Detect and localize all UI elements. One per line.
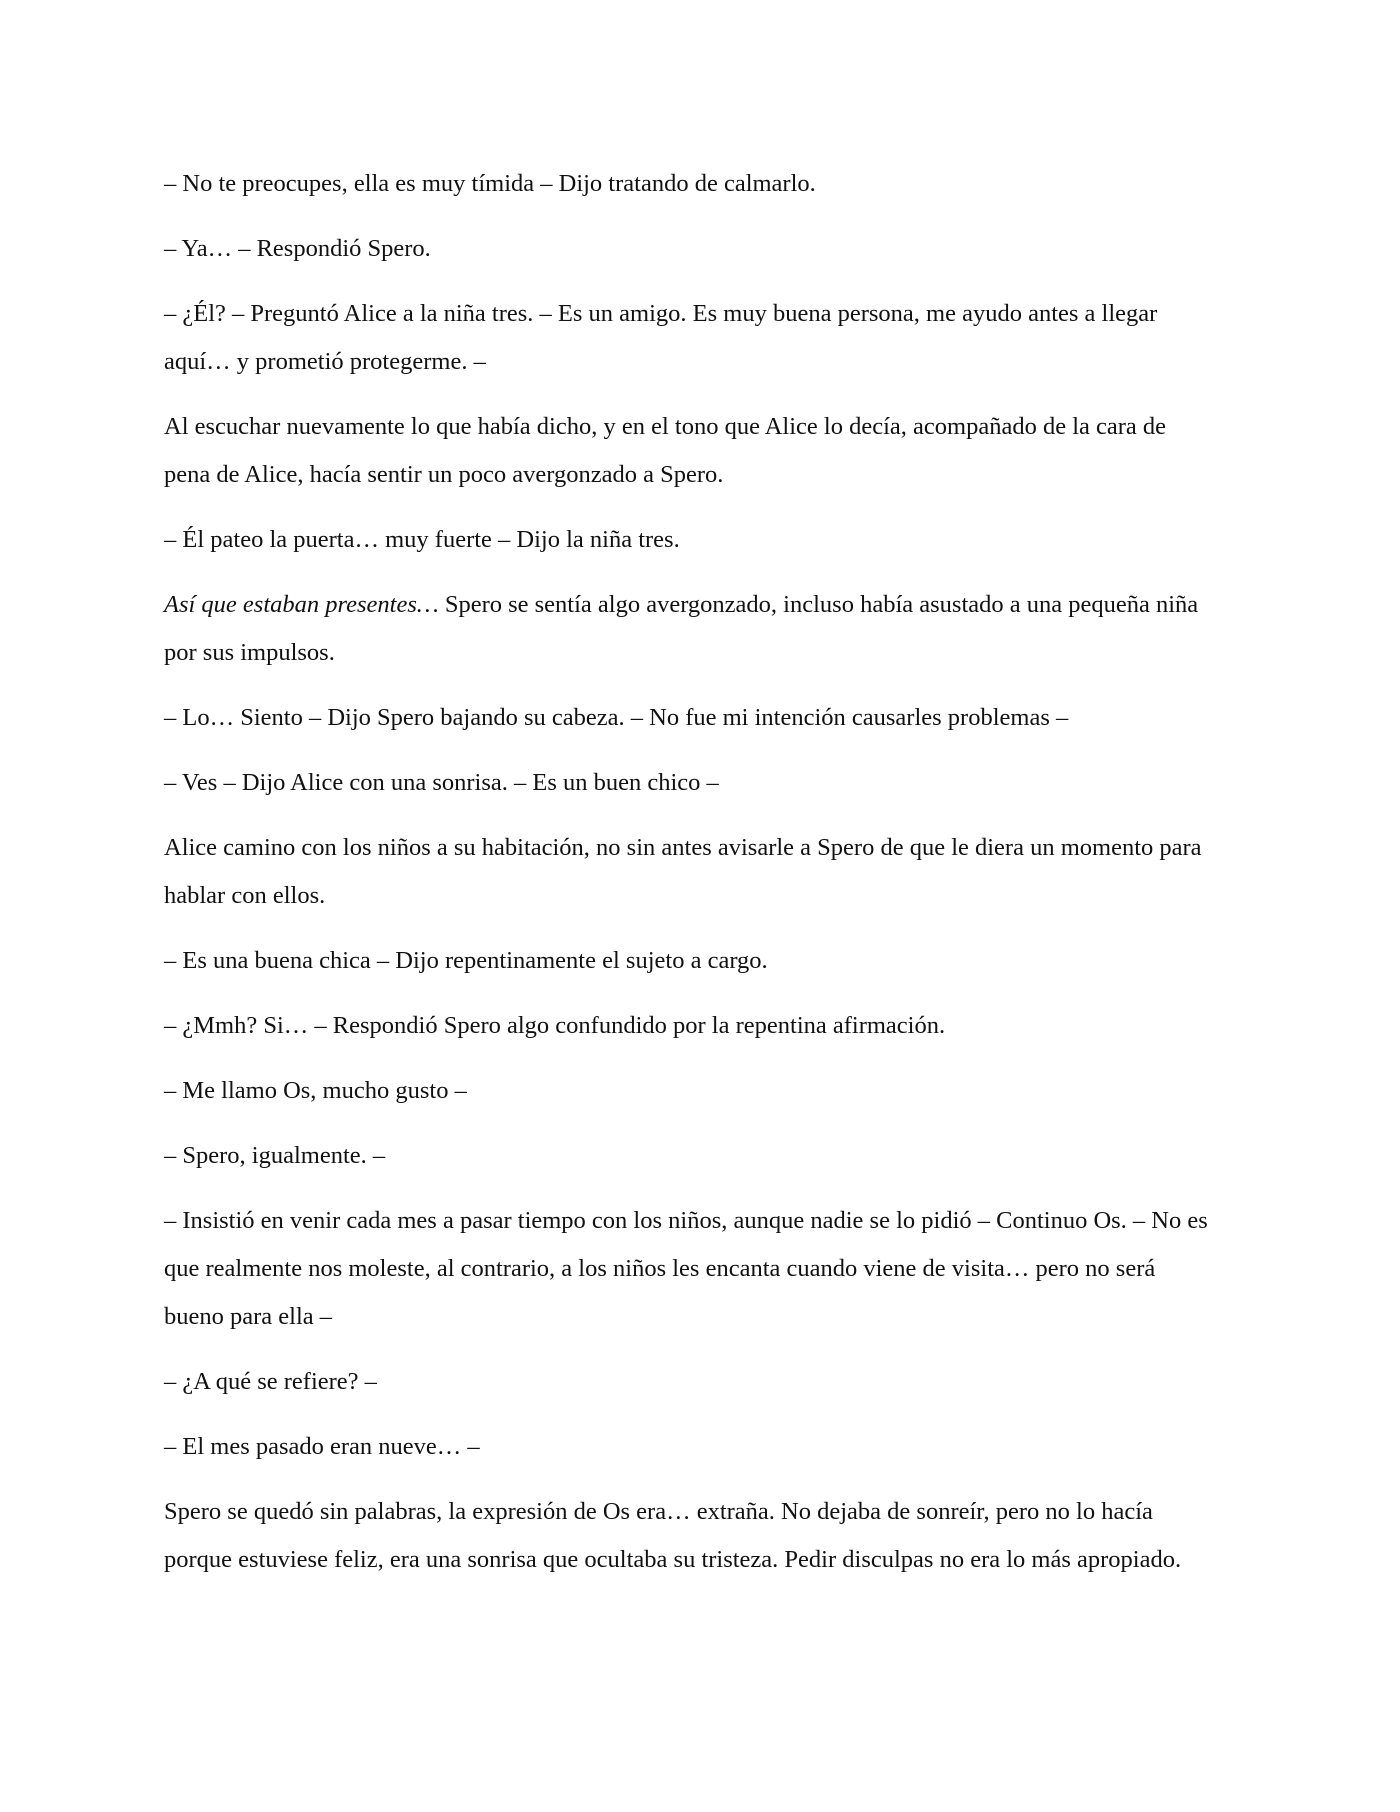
paragraph-6-italic: Así que estaban presentes… [164,591,439,618]
paragraph-1: – No te preocupes, ella es muy tímida – Dijo tratando de calmarlo. [164,170,816,197]
paragraph-5: – Él pateo la puerta… muy fuerte – Dijo la niña tres. [164,526,680,553]
paragraph-8: – Ves – Dijo Alice con una sonrisa. – Es un buen chico – [164,769,719,796]
paragraph-6-text: Spero se sentía algo avergonzado, incluso había asustado a una pequeña niña por sus impulsos. [164,591,1199,666]
paragraph-10: – Es una buena chica – Dijo repentinamente el sujeto a cargo. [164,947,768,974]
paragraph-12: – Me llamo Os, mucho gusto – [164,1077,467,1104]
text-body [164,160,1214,1601]
paragraph-16: – El mes pasado eran nueve… – [164,1433,480,1460]
paragraph-17: Spero se quedó sin palabras, la expresión de Os era… extraña. No dejaba de sonreír, pero no lo hacía porque estuviese feliz, era una sonrisa que ocultaba su tristeza. Pedir disculpas no era lo más apropiado. [164,1498,1182,1573]
paragraph-14: – Insistió en venir cada mes a pasar tiempo con los niños, aunque nadie se lo pidió – Continuo Os. – No es que realmente nos moleste, al contrario, a los niños les encanta cuando viene de visita… pero no será bueno para ella – [164,1207,1208,1330]
paragraph-9: Alice camino con los niños a su habitación, no sin antes avisarle a Spero de que le diera un momento para hablar con ellos. [164,834,1202,909]
paragraph-4: Al escuchar nuevamente lo que había dicho, y en el tono que Alice lo decía, acompañado de la cara de pena de Alice, hacía sentir un poco avergonzado a Spero. [164,413,1167,488]
paragraph-11: – ¿Mmh? Si… – Respondió Spero algo confundido por la repentina afirmación. [164,1012,946,1039]
paragraph-7: – Lo… Siento – Dijo Spero bajando su cabeza. – No fue mi intención causarles problemas – [164,704,1069,731]
paragraph-15: – ¿A qué se refiere? – [164,1368,377,1395]
paragraph-13: – Spero, igualmente. – [164,1142,386,1169]
paragraph-6 [164,581,1214,677]
paragraph-2: – Ya… – Respondió Spero. [164,235,431,262]
paragraph-3: – ¿Él? – Preguntó Alice a la niña tres. – Es un amigo. Es muy buena persona, me ayudo antes a llegar aquí… y prometió protegerme. – [164,300,1158,375]
